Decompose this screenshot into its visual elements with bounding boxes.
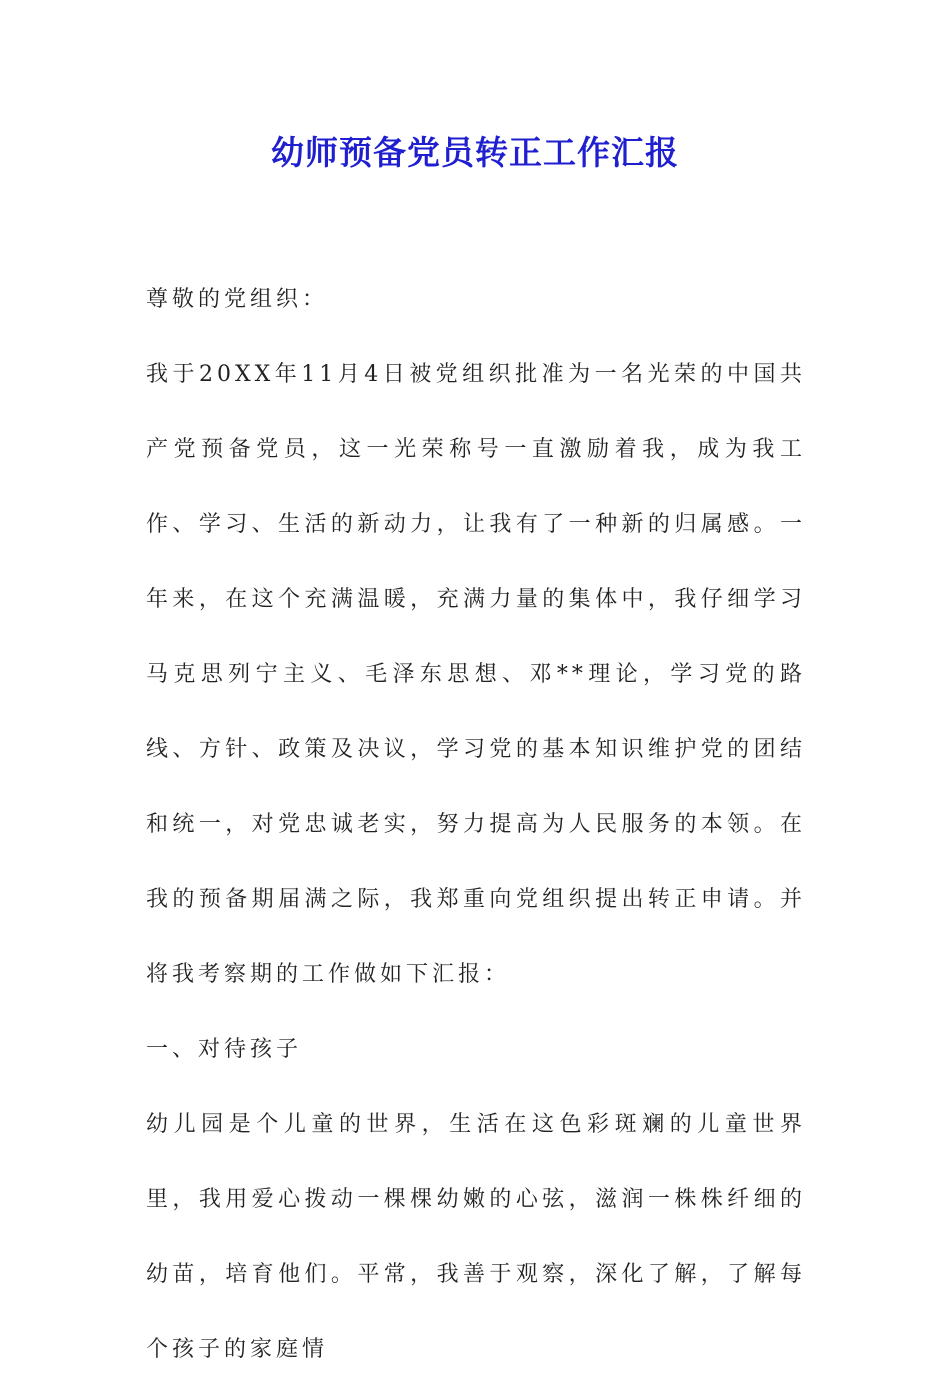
page-title: 幼师预备党员转正工作汇报 (271, 133, 679, 172)
document-body (146, 262, 806, 1387)
paragraph-intro: 我于20XX年11月4日被党组织批准为一名光荣的中国共产党预备党员，这一光荣称号一直激励着我，成为我工作、学习、生活的新动力，让我有了一种新的归属感。一年来，在这个充满温暖，充满力量的集体中，我仔细学习马克思列宁主义、毛泽东思想、邓**理论，学习党的路线、方针、政策及决议，学习党的基本知识维护党的团结和统一，对党忠诚老实，努力提高为人民服务的本领。在我的预备期届满之际，我郑重向党组织提出转正申请。并将我考察期的工作做如下汇报： (146, 362, 806, 987)
salutation: 尊敬的党组织： (146, 287, 329, 312)
section-heading: 一、对待孩子 (146, 1037, 303, 1062)
paragraph-section-one: 幼儿园是个儿童的世界，生活在这色彩斑斓的儿童世界里，我用爱心拨动一棵棵幼嫩的心弦，滋润一株株纤细的幼苗，培育他们。平常，我善于观察，深化了解，了解每个孩子的家庭情 (146, 1112, 806, 1362)
